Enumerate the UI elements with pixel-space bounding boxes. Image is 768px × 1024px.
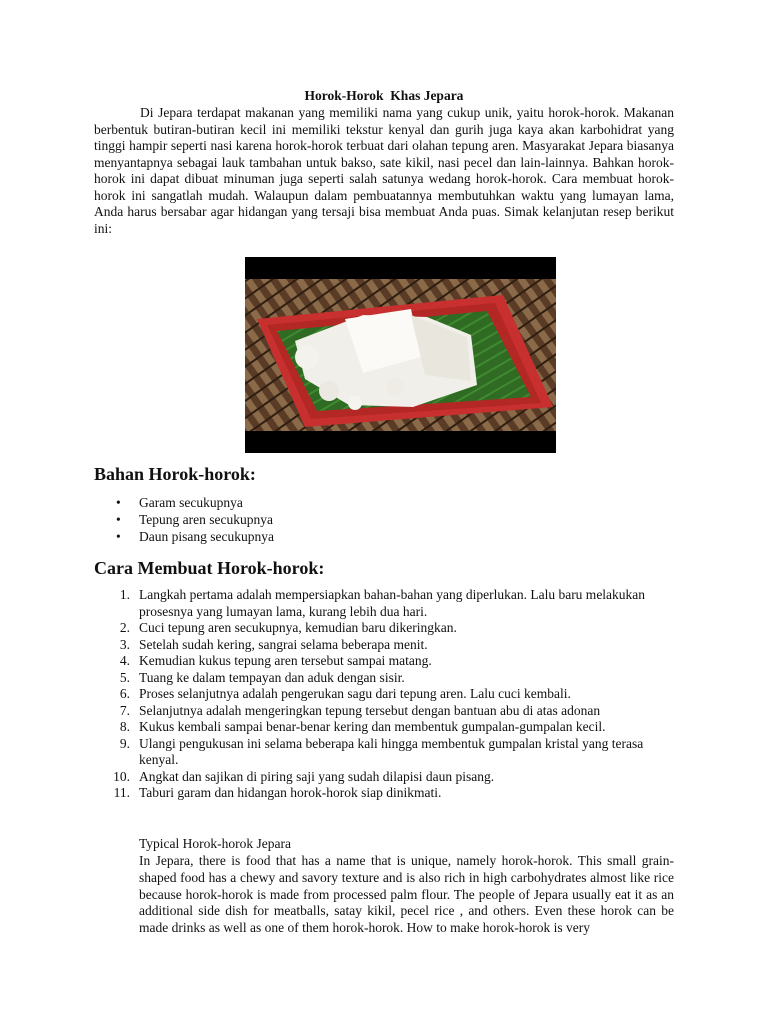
list-item: [94, 587, 674, 620]
step-text: Kemudian kukus tepung aren tersebut sampai matang.: [139, 653, 432, 668]
step-number: 7.: [119, 702, 130, 718]
english-title: Typical Horok-horok Jepara: [139, 836, 292, 851]
step-text: Angkat dan sajikan di piring saji yang sudah dilapisi daun pisang.: [139, 768, 495, 784]
list-item: [94, 686, 674, 703]
list-item: [94, 670, 674, 687]
step-number: 9.: [119, 735, 130, 751]
list-item: [94, 620, 674, 637]
page-title: Horok-Horok Khas Jepara: [304, 88, 464, 103]
list-item: • Garam secukupnya: [94, 494, 654, 511]
list-item: [94, 703, 674, 720]
steps-list: [94, 587, 674, 802]
step-text: Setelah sudah kering, sangrai selama beberapa menit.: [139, 636, 428, 652]
cara-heading: Cara Membuat Horok-horok:: [94, 558, 325, 578]
list-item: [94, 653, 674, 670]
list-item: [94, 769, 674, 786]
list-item: [94, 736, 674, 769]
bahan-heading: Bahan Horok-horok:: [94, 464, 256, 484]
list-item: • Tepung aren secukupnya: [94, 511, 654, 528]
step-number: 3.: [119, 636, 130, 652]
list-item: [94, 785, 674, 802]
step-number: 8.: [119, 719, 130, 734]
step-text: Cuci tepung aren secukupnya, kemudian baru dikeringkan.: [139, 620, 457, 635]
step-number: 6.: [119, 686, 130, 701]
step-number: 10.: [113, 768, 130, 784]
ingredient-list: [94, 494, 654, 545]
list-item: [94, 719, 674, 736]
step-text: Ulangi pengukusan ini selama beberapa kali hingga membentuk gumpalan kristal yang terasa kenyal.: [139, 735, 644, 767]
horok-horok-photo: [245, 257, 556, 453]
step-number: 1.: [119, 587, 130, 602]
list-item: [94, 637, 674, 654]
step-text: Taburi garam dan hidangan horok-horok siap dinikmati.: [139, 785, 442, 800]
step-text: Proses selanjutnya adalah pengerukan sagu dari tepung aren. Lalu cuci kembali.: [139, 686, 571, 701]
intro-paragraph: Di Jepara terdapat makanan yang memiliki nama yang cukup unik, yaitu horok-horok. Makanan berbentuk butiran-butiran kecil ini memiliki tekstur kenyal dan gurih juga kaya akan karbohidrat yang tinggi hampir seperti nasi karena horok-horok terbuat dari olahan tepung aren. Masyarakat Jepara biasanya menyantapnya sebagai lauk tambahan untuk bakso, sate kikil, nasi pecel dan lain-lainnya. Bahkan horok-horok ini dapat dibuat minuman juga seperti salah satunya wedang horok-horok. Cara membuat horok-horok ini sangatlah mudah. Walaupun dalam pembuatannya membutuhkan waktu yang lumayan lama, Anda harus bersabar agar hidangan yang tersaji bisa membuat Anda puas. Simak kelanjutan resep berikut ini:: [94, 105, 674, 236]
step-text: Kukus kembali sampai benar-benar kering dan membentuk gumpalan-gumpalan kecil.: [139, 719, 606, 734]
step-number: 2.: [119, 620, 130, 635]
step-number: 4.: [119, 653, 130, 668]
list-item: • Daun pisang secukupnya: [94, 528, 654, 545]
step-text: Langkah pertama adalah mempersiapkan bahan-bahan yang diperlukan. Lalu baru melakukan prosesnya yang lumayan lama, kurang lebih dua hari.: [139, 587, 646, 619]
step-text: Tuang ke dalam tempayan dan aduk dengan sisir.: [139, 669, 405, 685]
step-number: 11.: [113, 785, 130, 800]
english-paragraph: In Jepara, there is food that has a name that is unique, namely horok-horok. This small grain-shaped food has a chewy and savory texture and is also rich in high carbohydrates almost like rice because horok-horok is made from processed palm flour. The people of Jepara usually eat it as an additional side dish for meatballs, satay kikil, pecel rice , and others. Even these horok can be made drinks as well as one of them horok-horok. How to make horok-horok is very: [139, 853, 674, 936]
step-text: Selanjutnya adalah mengeringkan tepung tersebut dengan bantuan abu di atas adonan: [139, 702, 601, 718]
step-number: 5.: [119, 669, 130, 685]
